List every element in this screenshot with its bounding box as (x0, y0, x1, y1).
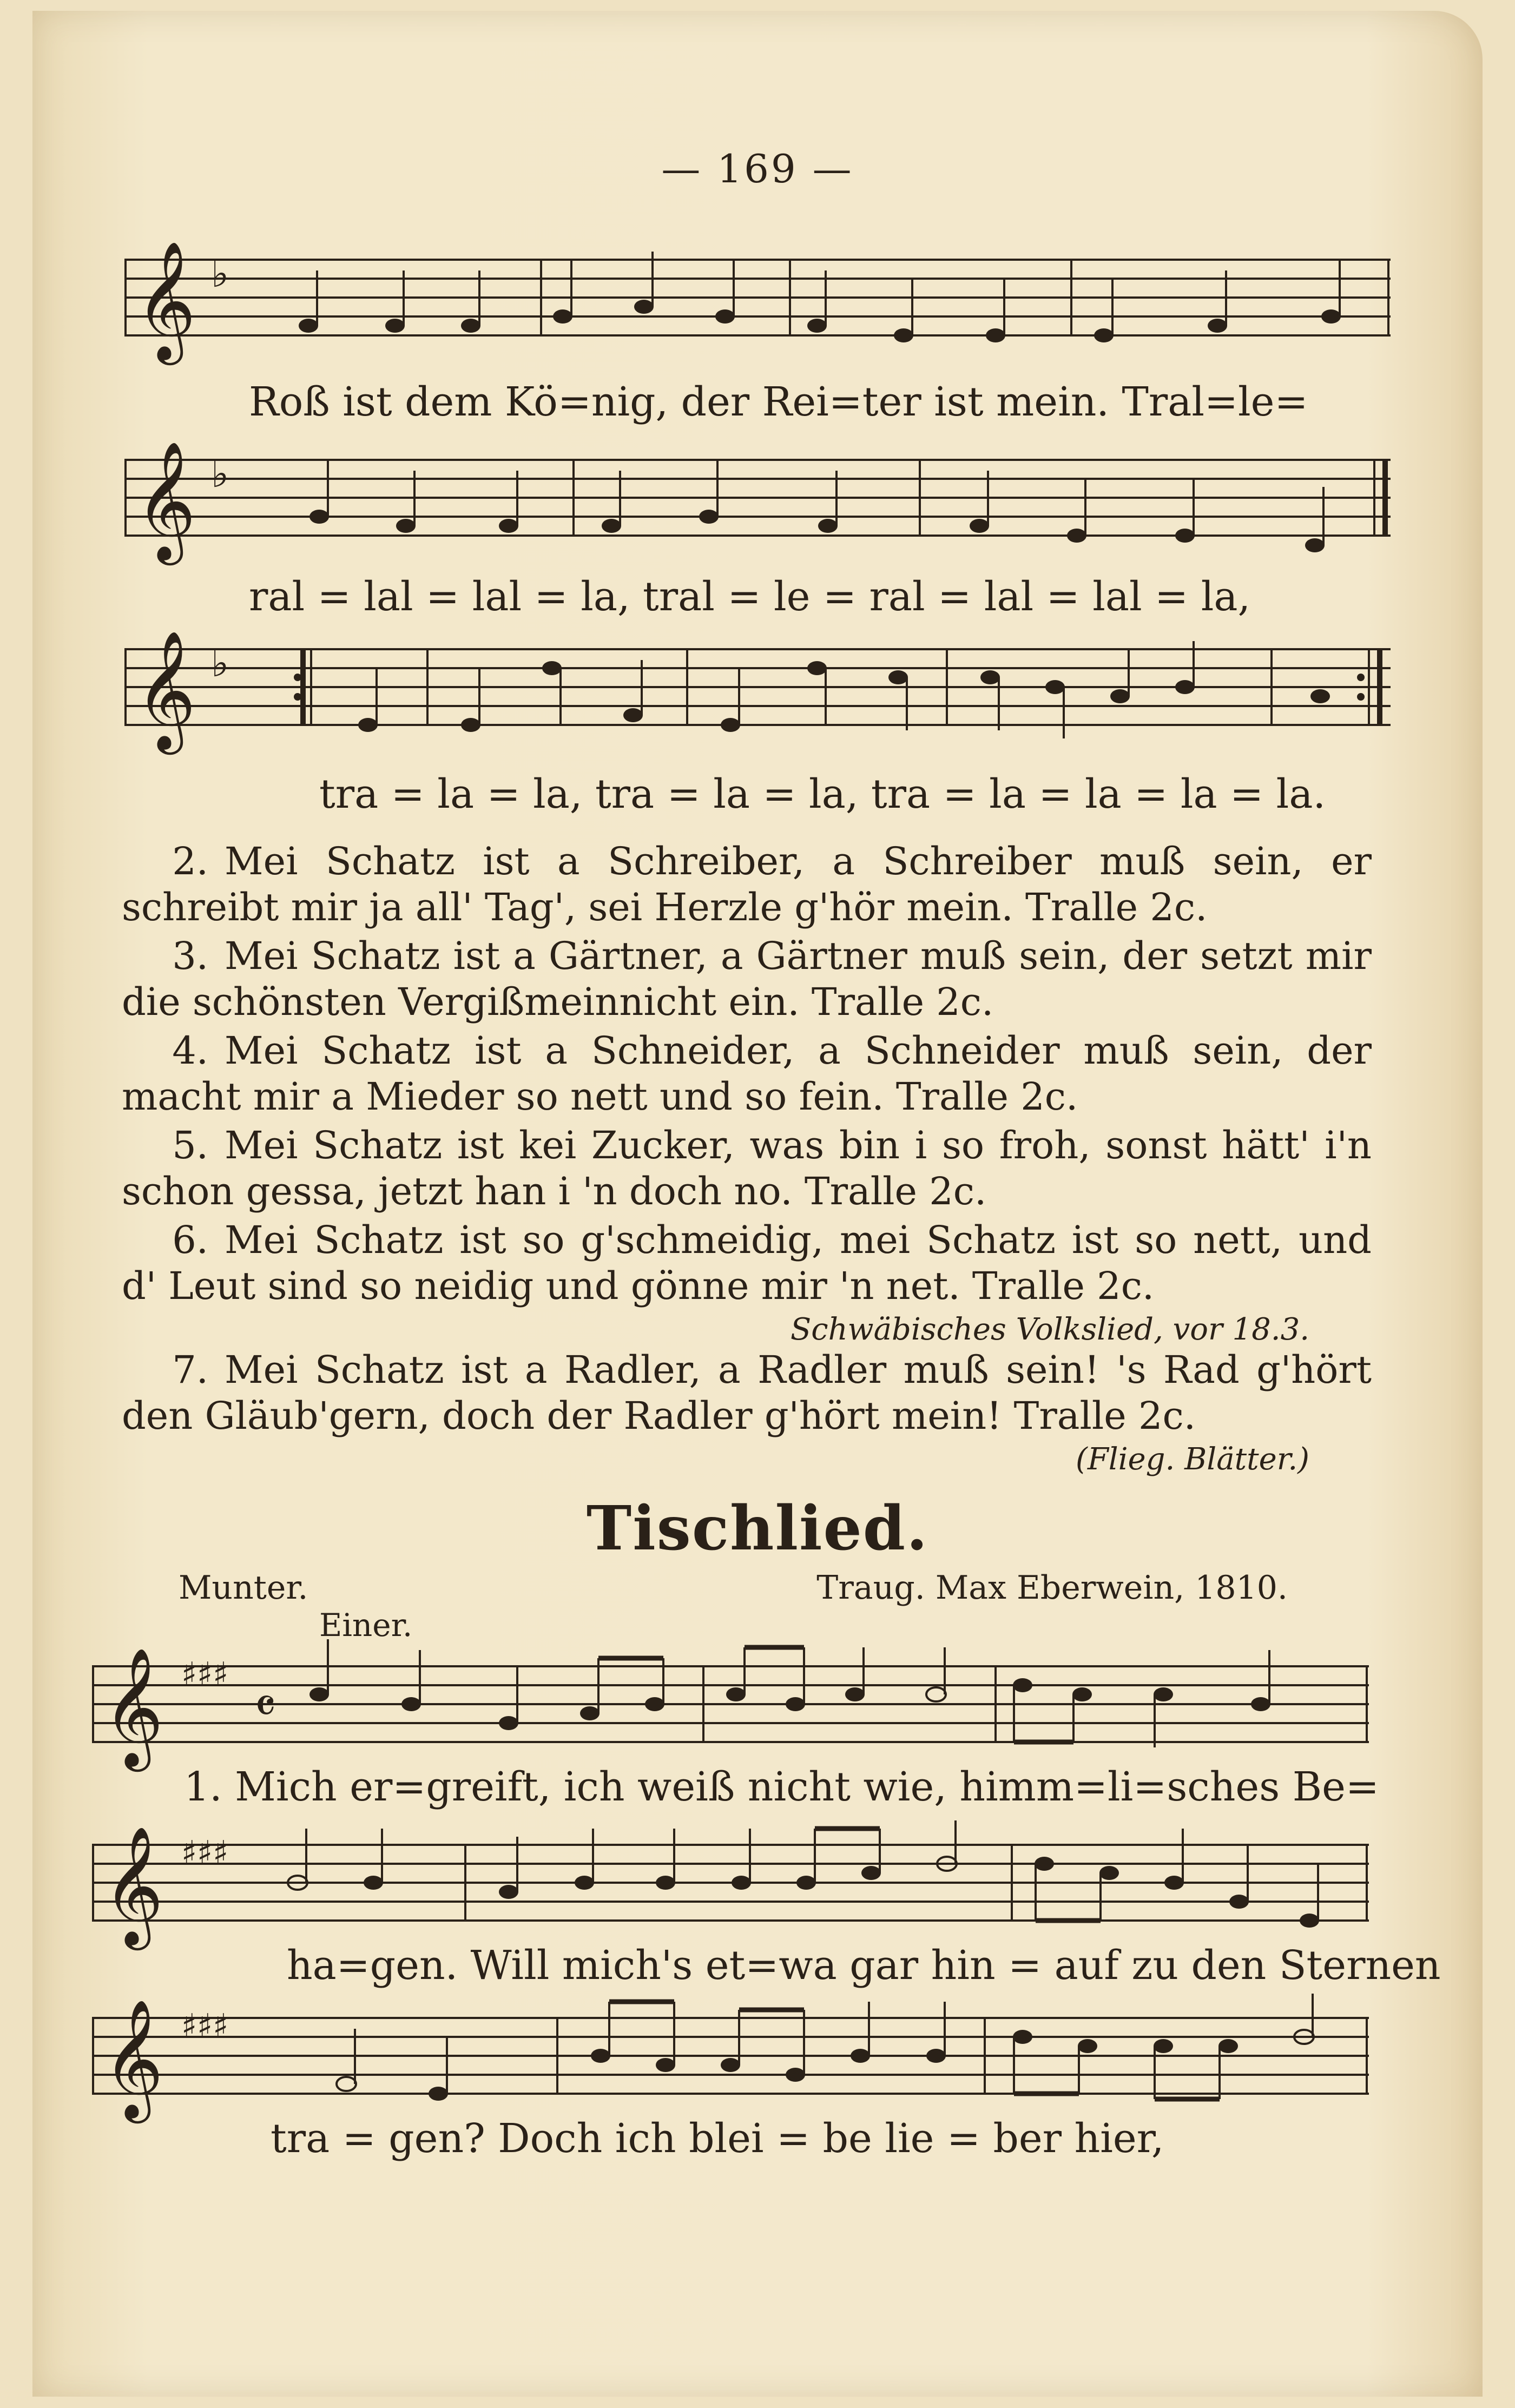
source-attribution-2: (Flieg. Blätter.) (1076, 1442, 1309, 1477)
svg-text:♯♯♯: ♯♯♯ (181, 1655, 229, 1693)
staff-1-notation (124, 227, 1391, 368)
verse-number: 3. (172, 934, 208, 978)
lyric-line-5: ha=gen. Will mich's et=wa gar hin = auf zu den Sternen (287, 1942, 1441, 1989)
verse-6 (122, 1217, 1372, 1309)
svg-text:𝄞: 𝄞 (103, 1825, 164, 1945)
lyric-line-2: ral = lal = lal = la, tral = le = ral = lal = lal = la, (249, 573, 1251, 620)
verse-number: 2. (172, 839, 208, 883)
verse-5 (122, 1123, 1372, 1215)
svg-text:𝄞: 𝄞 (103, 1998, 164, 2118)
verse-number: 5. (172, 1123, 208, 1167)
staff-3-notation (124, 617, 1391, 757)
staff-4-notation (92, 1634, 1369, 1774)
svg-text:♭: ♭ (211, 452, 229, 496)
page-number: — 169 — (661, 146, 854, 192)
verse-text: Mei Schatz ist kei Zucker, was bin i so froh, sonst hätt' i'n schon gessa, jetzt han i 'n doch no. Tralle 2c. (122, 1123, 1372, 1213)
svg-text:♭: ♭ (211, 252, 229, 296)
verse-number: 4. (172, 1028, 208, 1073)
lyric-line-4: 1. Mich er=greift, ich weiß nicht wie, himm=li=sches Be= (184, 1764, 1379, 1810)
lyric-line-1: Roß ist dem Kö=nig, der Rei=ter ist mein. Tral=le= (249, 379, 1308, 425)
svg-text:𝄞: 𝄞 (135, 630, 196, 749)
svg-text:♭: ♭ (211, 641, 229, 685)
music-staff-4 (92, 1634, 1369, 1774)
lyric-line-6: tra = gen? Doch ich blei = be lie = ber hier, (271, 2115, 1164, 2162)
staff-2-notation (124, 427, 1391, 568)
verse-7 (122, 1347, 1372, 1439)
staff-5-notation (92, 1812, 1369, 1953)
svg-text:𝄞: 𝄞 (135, 240, 196, 360)
music-staff-3 (124, 617, 1391, 757)
song-title: Tischlied. (586, 1493, 929, 1564)
verse-number: 7. (172, 1348, 208, 1392)
svg-text:♯♯♯: ♯♯♯ (181, 1834, 229, 1872)
verse-3 (122, 933, 1372, 1025)
tempo-marking: Munter. (179, 1569, 308, 1607)
music-staff-6 (92, 1985, 1369, 2126)
verse-text: Mei Schatz ist a Schreiber, a Schreiber muß sein, er schreibt mir ja all' Tag', sei Herzle g'hör mein. Tralle 2c. (122, 839, 1372, 929)
lyric-line-3: tra = la = la, tra = la = la, tra = la = la = la = la. (319, 771, 1326, 817)
music-staff-1 (124, 227, 1391, 368)
svg-text:𝄞: 𝄞 (135, 440, 196, 560)
verse-2 (122, 839, 1372, 931)
svg-text:♯♯♯: ♯♯♯ (181, 2007, 229, 2045)
svg-text:𝄞: 𝄞 (103, 1647, 164, 1766)
verse-text: Mei Schatz ist so g'schmeidig, mei Schatz ist so nett, und d' Leut sind so neidig und gönne mir 'n net. Tralle 2c. (122, 1218, 1372, 1308)
source-attribution-1: Schwäbisches Volkslied, vor 18.3. (790, 1312, 1309, 1347)
verse-text: Mei Schatz ist a Schneider, a Schneider muß sein, der macht mir a Mieder so nett und so fein. Tralle 2c. (122, 1028, 1372, 1119)
verse-text: Mei Schatz ist a Gärtner, a Gärtner muß sein, der setzt mir die schönsten Vergißmeinnicht ein. Tralle 2c. (122, 934, 1372, 1024)
verse-number: 6. (172, 1218, 208, 1262)
composer-credit: Traug. Max Eberwein, 1810. (816, 1569, 1288, 1607)
verse-4 (122, 1028, 1372, 1120)
music-staff-5 (92, 1812, 1369, 1953)
music-staff-2 (124, 427, 1391, 568)
svg-text:𝄴: 𝄴 (254, 1678, 276, 1735)
book-page (32, 11, 1483, 2397)
verse-text: Mei Schatz ist a Radler, a Radler muß sein! 's Rad g'hört den Gläub'gern, doch der Radler g'hört mein! Tralle 2c. (122, 1348, 1372, 1438)
voice-marking: Einer. (319, 1607, 413, 1644)
staff-6-notation (92, 1985, 1369, 2126)
